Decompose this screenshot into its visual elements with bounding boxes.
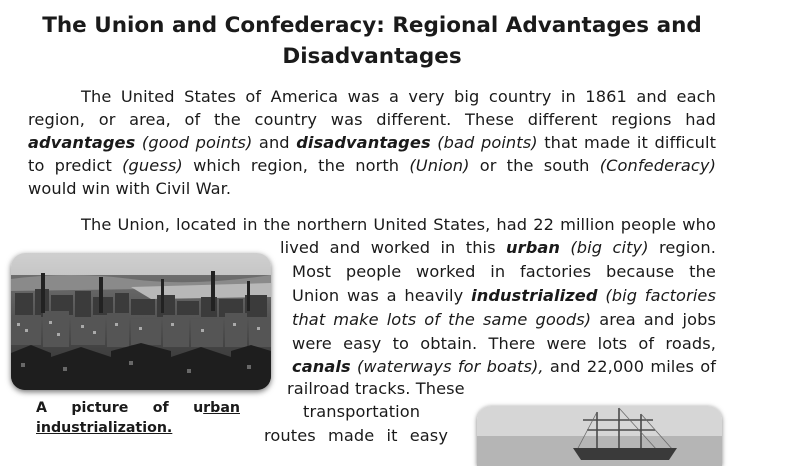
para1-line-1 xyxy=(81,86,716,108)
term-disadvantages: disadvantages xyxy=(296,133,431,152)
text: The United States of America was a very big country in 1861 and each xyxy=(81,87,716,106)
text: which region, the north xyxy=(193,156,400,175)
text: area and jobs xyxy=(599,310,716,329)
term-urban: urban xyxy=(506,238,561,257)
text: that made it difficult xyxy=(544,133,717,152)
text: (Confederacy) xyxy=(599,156,717,175)
text: transportation xyxy=(303,402,421,421)
text: picture xyxy=(71,400,129,416)
text: (big factories xyxy=(605,286,717,305)
para2-line-7 xyxy=(292,356,716,378)
text: (Union) xyxy=(409,156,470,175)
para1-line-4 xyxy=(28,155,716,177)
title-line-1: The Union and Confederacy: Regional Advantages and xyxy=(42,13,702,38)
text: The Union, located in the northern United States, had 22 million people who xyxy=(81,215,716,234)
text: routes made it easy xyxy=(264,426,448,445)
photo-caption-line-1 xyxy=(36,398,240,418)
para1-line-5 xyxy=(28,178,231,200)
photo-caption-line-2: industrialization. xyxy=(36,420,173,436)
city-photo-svg xyxy=(11,253,271,390)
text: railroad tracks. These xyxy=(287,379,465,398)
text: (guess) xyxy=(122,156,183,175)
text: A xyxy=(36,400,47,416)
text: lived and worked in this xyxy=(280,238,496,257)
text: (waterways for boats), xyxy=(357,357,544,376)
text: and 22,000 miles of xyxy=(549,357,717,376)
text: were easy to obtain. There were lots of roads, xyxy=(292,334,716,353)
term-canals: canals xyxy=(292,357,351,376)
para2-line-3 xyxy=(292,261,716,283)
text: (bad points) xyxy=(437,133,538,152)
term-industrialized: industrialized xyxy=(471,286,598,305)
para2-line-10 xyxy=(264,425,448,447)
urban-industrialization-photo xyxy=(11,253,271,390)
text: (big city) xyxy=(570,238,649,257)
term-advantages: advantages xyxy=(28,133,136,152)
para2-line-8 xyxy=(287,378,465,400)
para2-line-6 xyxy=(292,333,716,355)
caption-urban xyxy=(193,400,240,416)
text: of xyxy=(152,400,169,416)
text: region, or area, of the country was different. These different regions had xyxy=(28,110,716,129)
page-title xyxy=(20,10,724,72)
text: u xyxy=(193,400,204,416)
para2-line-2 xyxy=(280,237,716,259)
title-line-2: Disadvantages xyxy=(282,44,462,69)
para2-line-5 xyxy=(292,309,716,331)
text: Most people worked in factories because the xyxy=(292,262,716,281)
para1-line-3 xyxy=(28,132,716,154)
text: would win with Civil War. xyxy=(28,179,232,198)
ship-photo-svg xyxy=(477,406,722,466)
text: and xyxy=(258,133,290,152)
ship-photo xyxy=(477,406,722,466)
para1-line-2 xyxy=(28,109,716,131)
para2-line-9 xyxy=(303,401,420,423)
text: or the south xyxy=(479,156,590,175)
text: Union was a heavily xyxy=(292,286,464,305)
text: region. xyxy=(658,238,716,257)
text: that make lots of the same goods) xyxy=(292,310,592,329)
para2-line-1 xyxy=(81,214,716,236)
text: rban xyxy=(203,400,240,416)
text: to predict xyxy=(28,156,112,175)
para2-line-4 xyxy=(292,285,716,307)
text: (good points) xyxy=(141,133,253,152)
